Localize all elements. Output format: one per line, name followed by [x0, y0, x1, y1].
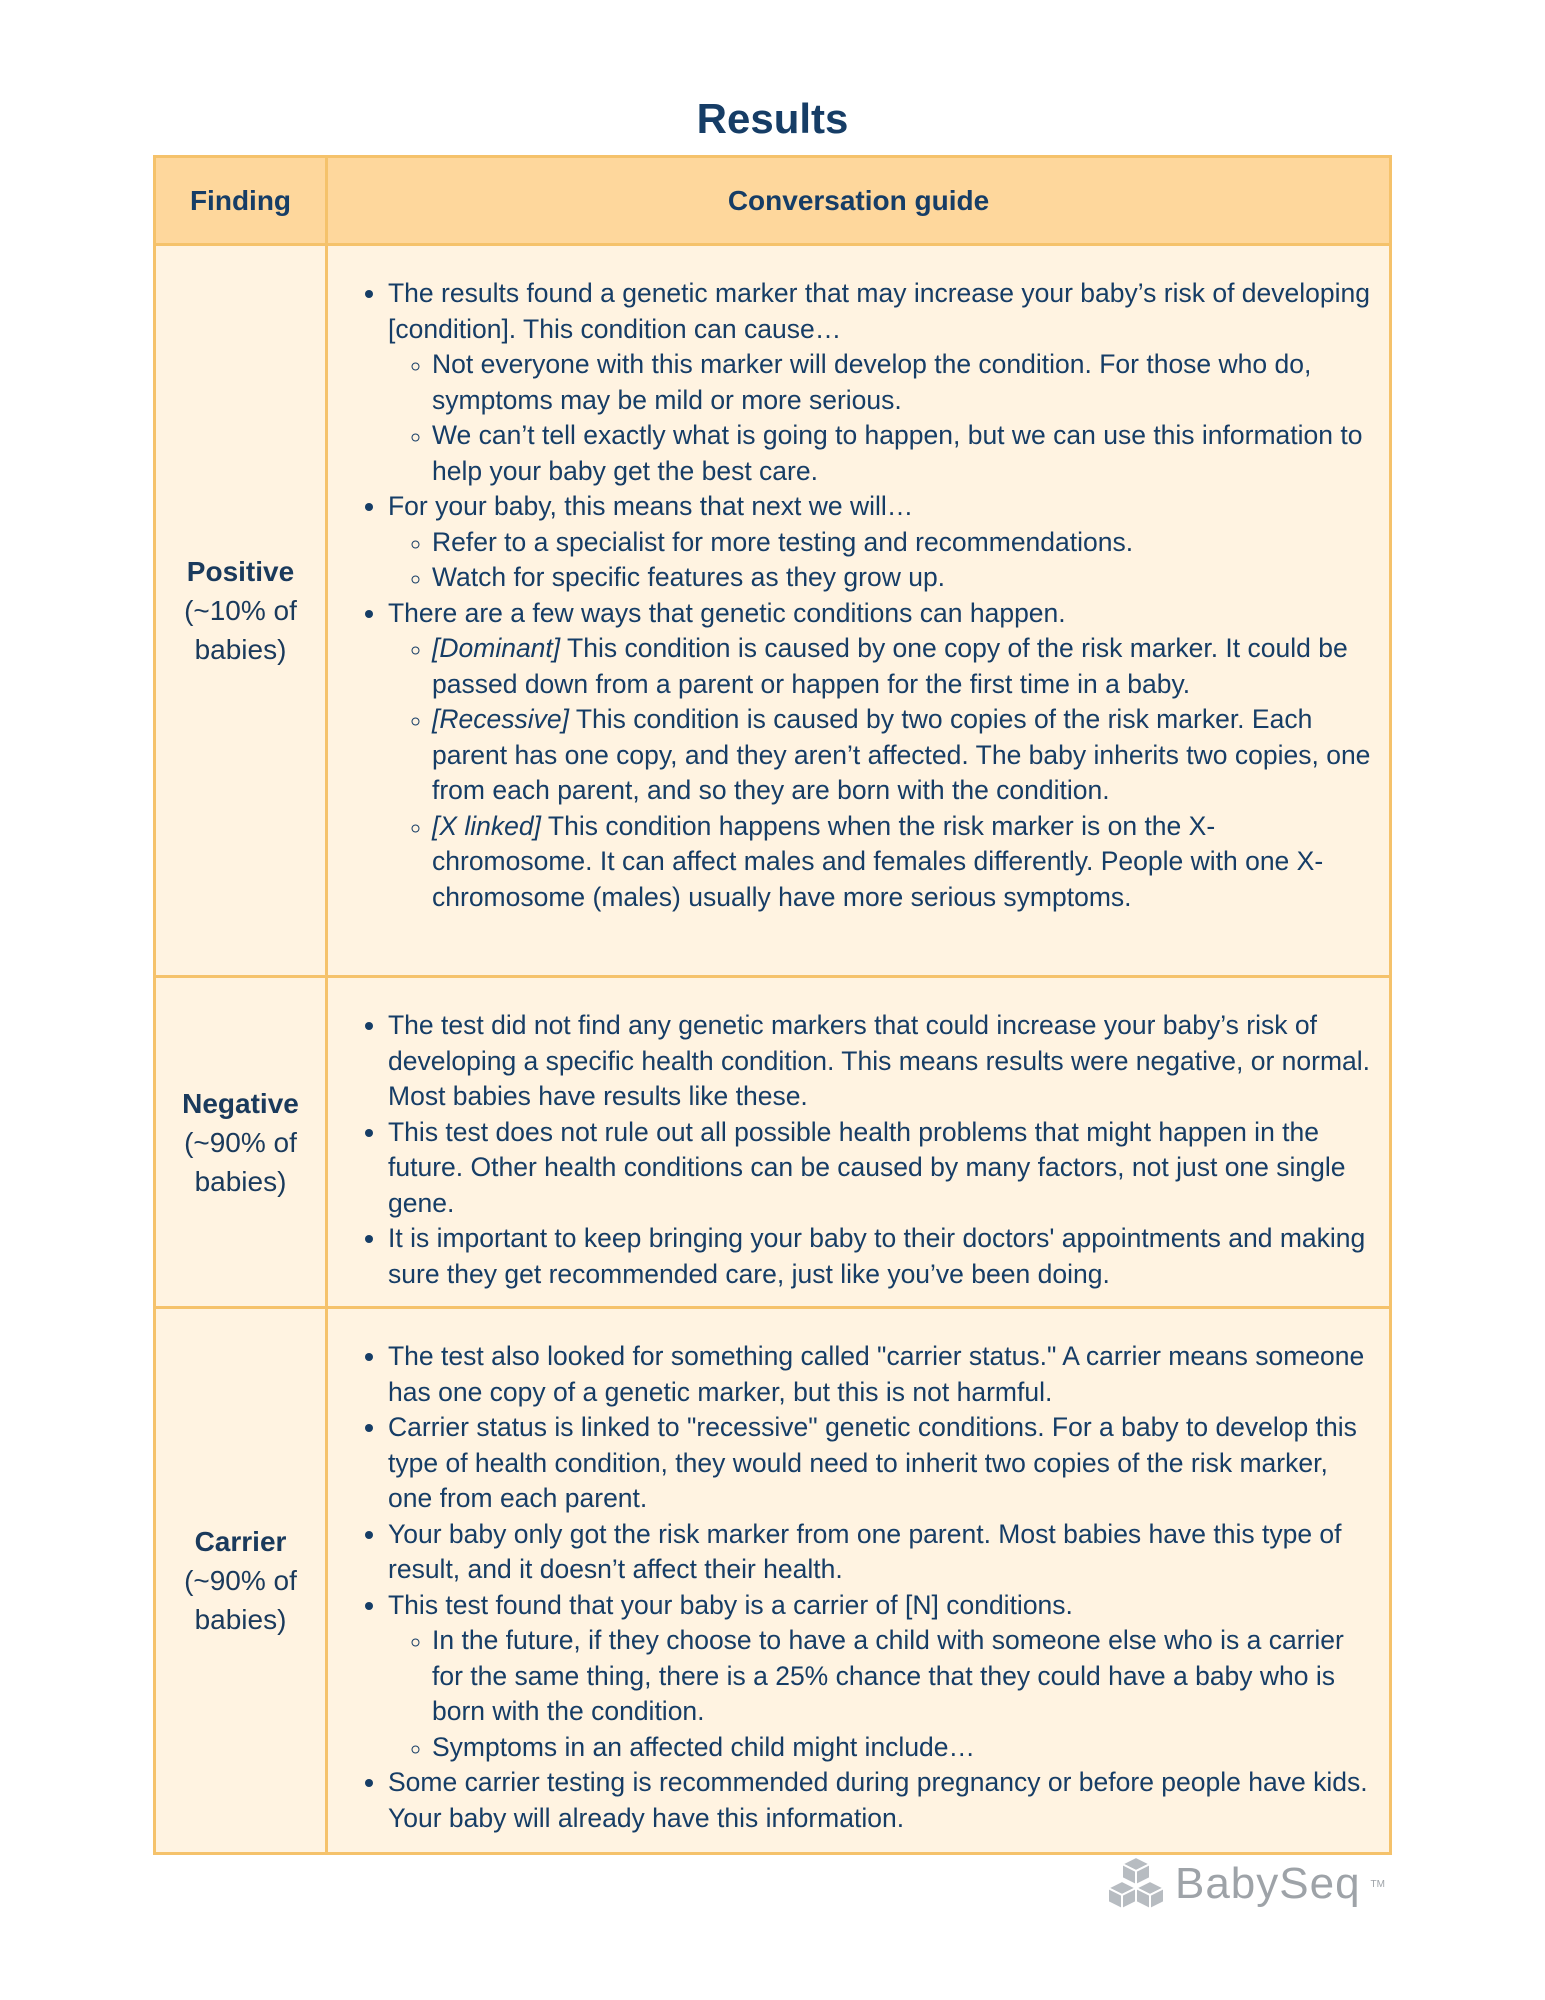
- list-item: ◦ Symptoms in an affected child might include…: [432, 1730, 1371, 1766]
- list-item: • There are a few ways that genetic conditions can happen. ◦ [Dominant] This condition is caused by one copy of the risk marker. It could be passed down from a parent or happen for the first time in a baby. ◦ [Recessive] This condition is caused by two copies of the risk marker. Each parent has one copy, and they aren’t affected. The baby inherits two copies, one from each parent, and so they are born with the condition. ◦ [X linked] This condition happens when the risk marker is on the X-chromosome. It can affect males and females differently. People with one X-chromosome (males) usually have more serious symptoms.: [388, 596, 1371, 916]
- list-item: • This test found that your baby is a carrier of [N] conditions. ◦ In the future, if they choose to have a child with someone else who is a carrier for the same thing, there is a 25% chance that they could have a baby who is born with the condition. ◦ Symptoms in an affected child might include…: [388, 1588, 1371, 1766]
- list-item: ◦ [Recessive] This condition is caused by two copies of the risk marker. Each parent has one copy, and they aren’t affected. The baby inherits two copies, one from each parent, and so they are born with the condition.: [432, 702, 1371, 809]
- finding-pct: (~90% of: [184, 1126, 297, 1158]
- list-item: ◦ Refer to a specialist for more testing and recommendations.: [432, 525, 1371, 561]
- negative-row: [155, 977, 1391, 1308]
- list-item: • This test does not rule out all possible health problems that might happen in the future. Other health conditions can be caused by many factors, not just one single gene.: [388, 1115, 1371, 1222]
- finding-pct: babies): [194, 634, 287, 665]
- finding-pct: (~10% of: [184, 595, 297, 626]
- finding-cell-carrier: [155, 1308, 327, 1854]
- list-item: ◦ Watch for specific features as they grow up.: [432, 560, 1371, 596]
- page-title: Results: [696, 95, 849, 142]
- finding-name: Carrier: [194, 1526, 287, 1557]
- list-item: ◦ [X linked] This condition happens when the risk marker is on the X-chromosome. It can affect males and females differently. People with one X-chromosome (males) usually have more serious symptoms.: [432, 809, 1371, 916]
- list-item: • The test did not find any genetic markers that could increase your baby’s risk of developing a specific health condition. This means results were negative, or normal. Most babies have results like these.: [388, 1008, 1371, 1115]
- list-item: • Your baby only got the risk marker from one parent. Most babies have this type of result, and it doesn’t affect their health.: [388, 1517, 1371, 1588]
- list-item: ◦ In the future, if they choose to have a child with someone else who is a carrier for the same thing, there is a 25% chance that they could have a baby who is born with the condition.: [432, 1623, 1371, 1730]
- finding-pct: babies): [194, 1604, 287, 1635]
- carrier-row: [155, 1308, 1391, 1854]
- list-item: • The results found a genetic marker that may increase your baby’s risk of developing [condition]. This condition can cause… ◦ Not everyone with this marker will develop the condition. For those who do, symptoms may be mild or more serious. ◦ We can’t tell exactly what is going to happen, but we can use this information to help your baby get the best care.: [388, 276, 1371, 489]
- guide-cell-carrier: [327, 1308, 1391, 1854]
- list-item: ◦ [Dominant] This condition is caused by one copy of the risk marker. It could be passed down from a parent or happen for the first time in a baby.: [432, 631, 1371, 702]
- finding-pct: (~90% of: [184, 1565, 297, 1596]
- list-item: ◦ We can’t tell exactly what is going to happen, but we can use this information to help your baby get the best care.: [432, 418, 1371, 489]
- list-item: • Carrier status is linked to "recessive" genetic conditions. For a baby to develop this type of health condition, they would need to inherit two copies of the risk marker, one from each parent.: [388, 1410, 1371, 1517]
- babyseq-logo: [1107, 1855, 1385, 1913]
- guide-header: Conversation guide: [327, 157, 1391, 245]
- finding-pct: babies): [194, 1165, 287, 1197]
- finding-name: Negative: [182, 1087, 299, 1119]
- list-item: • It is important to keep bringing your baby to their doctors' appointments and making sure they get recommended care, just like you’ve been doing.: [388, 1221, 1371, 1292]
- positive-row: [155, 245, 1391, 977]
- finding-name: Positive: [186, 556, 295, 587]
- finding-cell-positive: [155, 245, 327, 977]
- table-header-row: [155, 157, 1391, 245]
- guide-cell-positive: [327, 245, 1391, 977]
- guide-cell-negative: [327, 977, 1391, 1308]
- finding-cell-negative: [155, 977, 327, 1308]
- list-item: • The test also looked for something called "carrier status." A carrier means someone has one copy of a genetic marker, but this is not harmful.: [388, 1339, 1371, 1410]
- list-item: • Some carrier testing is recommended during pregnancy or before people have kids. Your baby will already have this information.: [388, 1765, 1371, 1836]
- list-item: ◦ Not everyone with this marker will develop the condition. For those who do, symptoms may be mild or more serious.: [432, 347, 1371, 418]
- results-table: [153, 155, 1392, 1855]
- logo-text: BabySeq: [1174, 1859, 1361, 1908]
- list-item: • For your baby, this means that next we will… ◦ Refer to a specialist for more testing and recommendations. ◦ Watch for specific features as they grow up.: [388, 489, 1371, 596]
- trademark: TM: [1370, 1878, 1385, 1890]
- blocks-icon: [1107, 1855, 1165, 1913]
- finding-header: Finding: [155, 157, 327, 245]
